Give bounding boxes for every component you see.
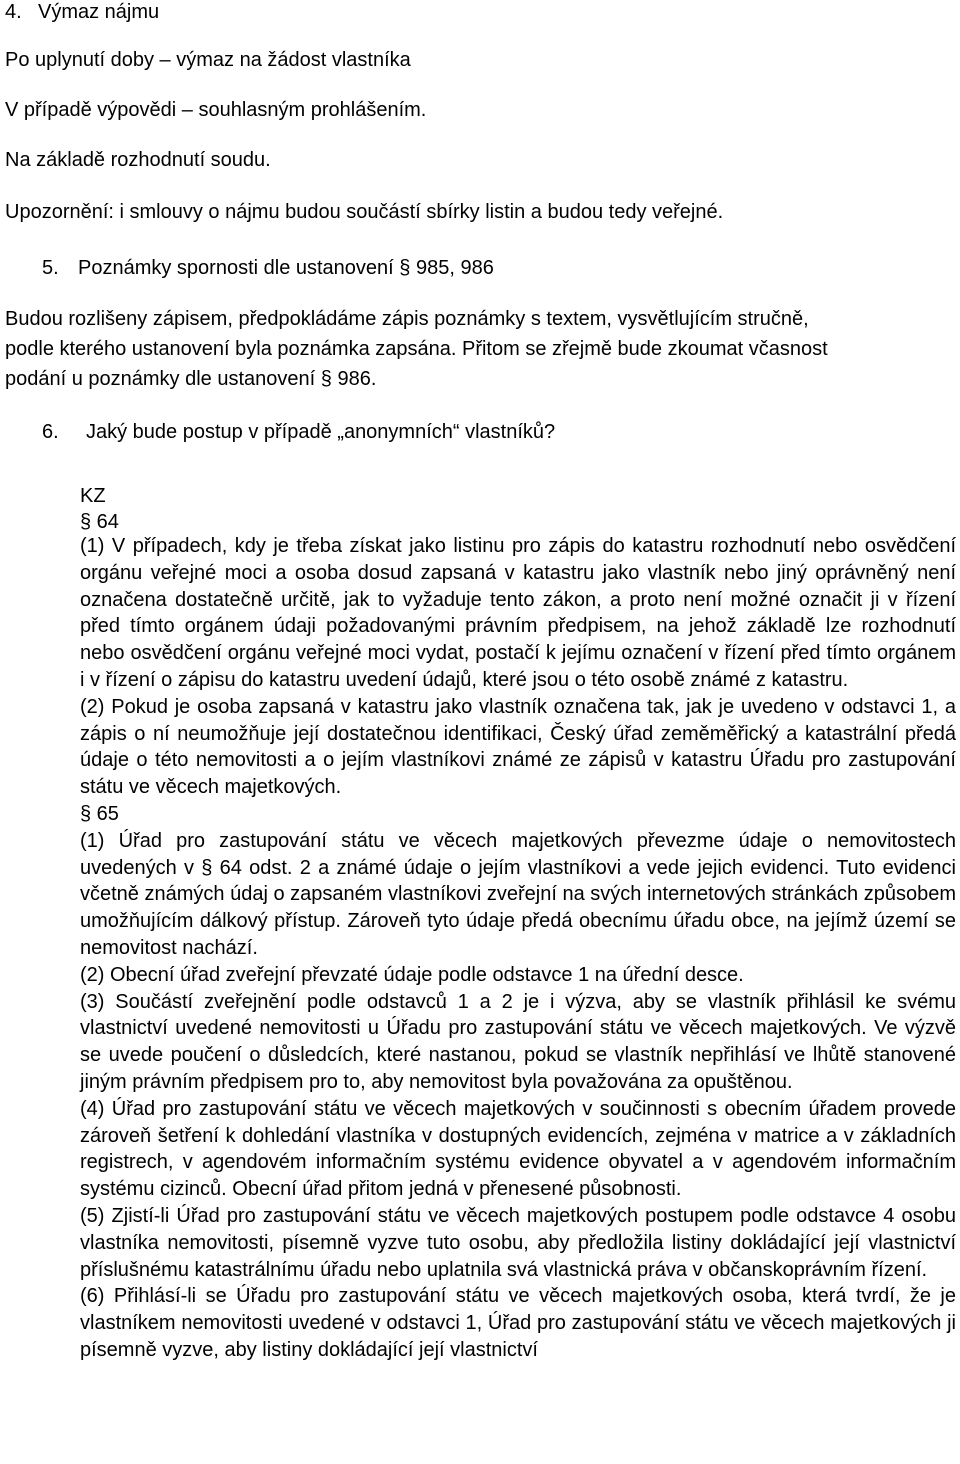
paragraph-65-5: (5) Zjistí-li Úřad pro zastupování státu ve věcech majetkových postupem podle odstavce 4 osobu vlastníka nemovitosti, písemně vyzve tuto osobu, aby předložila listiny dokládající její vlastnictví příslušnému katastrálnímu úřadu nebo uplatnila svá vlastnická práva v občanskoprávním řízení. <box>80 1204 956 1281</box>
section-4-line-4: Upozornění: i smlouvy o nájmu budou součástí sbírky listin a budou tedy veřejné. <box>5 201 724 223</box>
paragraph-64-1: (1) V případech, kdy je třeba získat jako listinu pro zápis do katastru rozhodnutí nebo osvědčení orgánu veřejné moci a osoba dosud zapsaná v katastru jako vlastník nebo jiný oprávněný není označena dostatečně určitě, jak to vyžaduje tento zákon, a proto není možné označit ji v řízení před tímto orgánem údaji požadovanými právním předpisem, na jehož základě lze rozhodnutí nebo osvědčení orgánu veřejné moci vydat, postačí k jejímu označení v řízení před tímto orgánem i v řízení o zápisu do katastru uvedení údajů, které jsou o této osobě známé z katastru. <box>80 535 956 691</box>
paragraph-65-1: (1) Úřad pro zastupování státu ve věcech majetkových převezme údaje o nemovitostech uvedených v § 64 odst. 2 a známé údaje o jejím vlastníkovi a vede jejich evidenci. Tuto evidenci včetně známých údaj o zapsaném vlastníkovi zveřejní na svých internetových stránkách způsobem umožňujícím dálkový přístup. Zároveň tyto údaje předá obecnímu úřadu obce, na jejímž území se nemovitost nachází. <box>80 829 956 959</box>
section-5-para-line-2: podle kterého ustanovení byla poznámka zapsána. Přitom se zřejmě bude zkoumat včasnost <box>5 338 828 360</box>
paragraph-64-2: (2) Pokud je osoba zapsaná v katastru jako vlastník označena tak, jak je uvedeno v odstavci 1, a zápis o ní neumožňuje její dostatečnou identifikaci, Český úřad zeměměřický a katastrální předá údaje o této nemovitosti a o jejím vlastníkovi známé ze zápisů v katastru Úřadu pro zastupování státu ve věcech majetkových. <box>80 695 956 799</box>
section-65-label: § 65 <box>80 802 119 825</box>
section-5-para-line-3: podání u poznámky dle ustanovení § 986. <box>5 368 377 390</box>
section-4-line-1: Po uplynutí doby – výmaz na žádost vlastníka <box>5 49 411 71</box>
quote-body <box>80 533 956 1364</box>
section-4-heading <box>5 0 159 24</box>
section-5-para-line-1: Budou rozlišeny zápisem, předpokládáme zápis poznámky s textem, vysvětlujícím stručně, <box>5 308 809 330</box>
section-6-number: 6. <box>42 421 59 443</box>
paragraph-65-6: (6) Přihlásí-li se Úřadu pro zastupování státu ve věcech majetkových osoba, která tvrdí, že je vlastníkem nemovitosti uvedené v odstavci 1, Úřad pro zastupování státu ve věcech majetkových ji písemně vyzve, aby listiny dokládající její vlastnictví <box>80 1285 956 1361</box>
section-4-line-2: V případě výpovědi – souhlasným prohlášením. <box>5 99 427 121</box>
paragraph-65-2: (2) Obecní úřad zveřejní převzaté údaje podle odstavce 1 na úřední desce. <box>80 963 744 986</box>
section-6-heading <box>42 420 555 444</box>
section-4-line-3: Na základě rozhodnutí soudu. <box>5 149 271 171</box>
paragraph-65-4: (4) Úřad pro zastupování státu ve věcech majetkových v součinnosti s obecním úřadem provede zároveň šetření k dohledání vlastníka v dostupných evidencích, zejména v matrice a v základních registrech, v agendovém informačním systému evidence obyvatel a v agendovém informačním systému cizinců. Obecní úřad přitom jedná v přenesené působnosti. <box>80 1097 956 1201</box>
section-5-heading <box>42 256 494 280</box>
paragraph-65-3: (3) Součástí zveřejnění podle odstavců 1 a 2 je i výzva, aby se vlastník přihlásil ke svému vlastnictví uvedené nemovitosti u Úřadu pro zastupování státu ve věcech majetkových. Ve výzvě se uvede poučení o důsledcích, které nastanou, pokud se vlastník nepřihlásí ve lhůtě stanovené jiným právním předpisem pro to, aby nemovitost byla považována za opuštěnou. <box>80 990 956 1093</box>
section-64-label: § 64 <box>80 511 119 533</box>
section-4-title: Výmaz nájmu <box>38 1 160 23</box>
section-6-title: Jaký bude postup v případě „anonymních“ vlastníků? <box>86 421 556 443</box>
quote-source: KZ <box>80 485 106 507</box>
section-4-number: 4. <box>5 1 22 23</box>
section-5-title: Poznámky spornosti dle ustanovení § 985, 986 <box>78 257 494 279</box>
section-5-number: 5. <box>42 257 59 279</box>
